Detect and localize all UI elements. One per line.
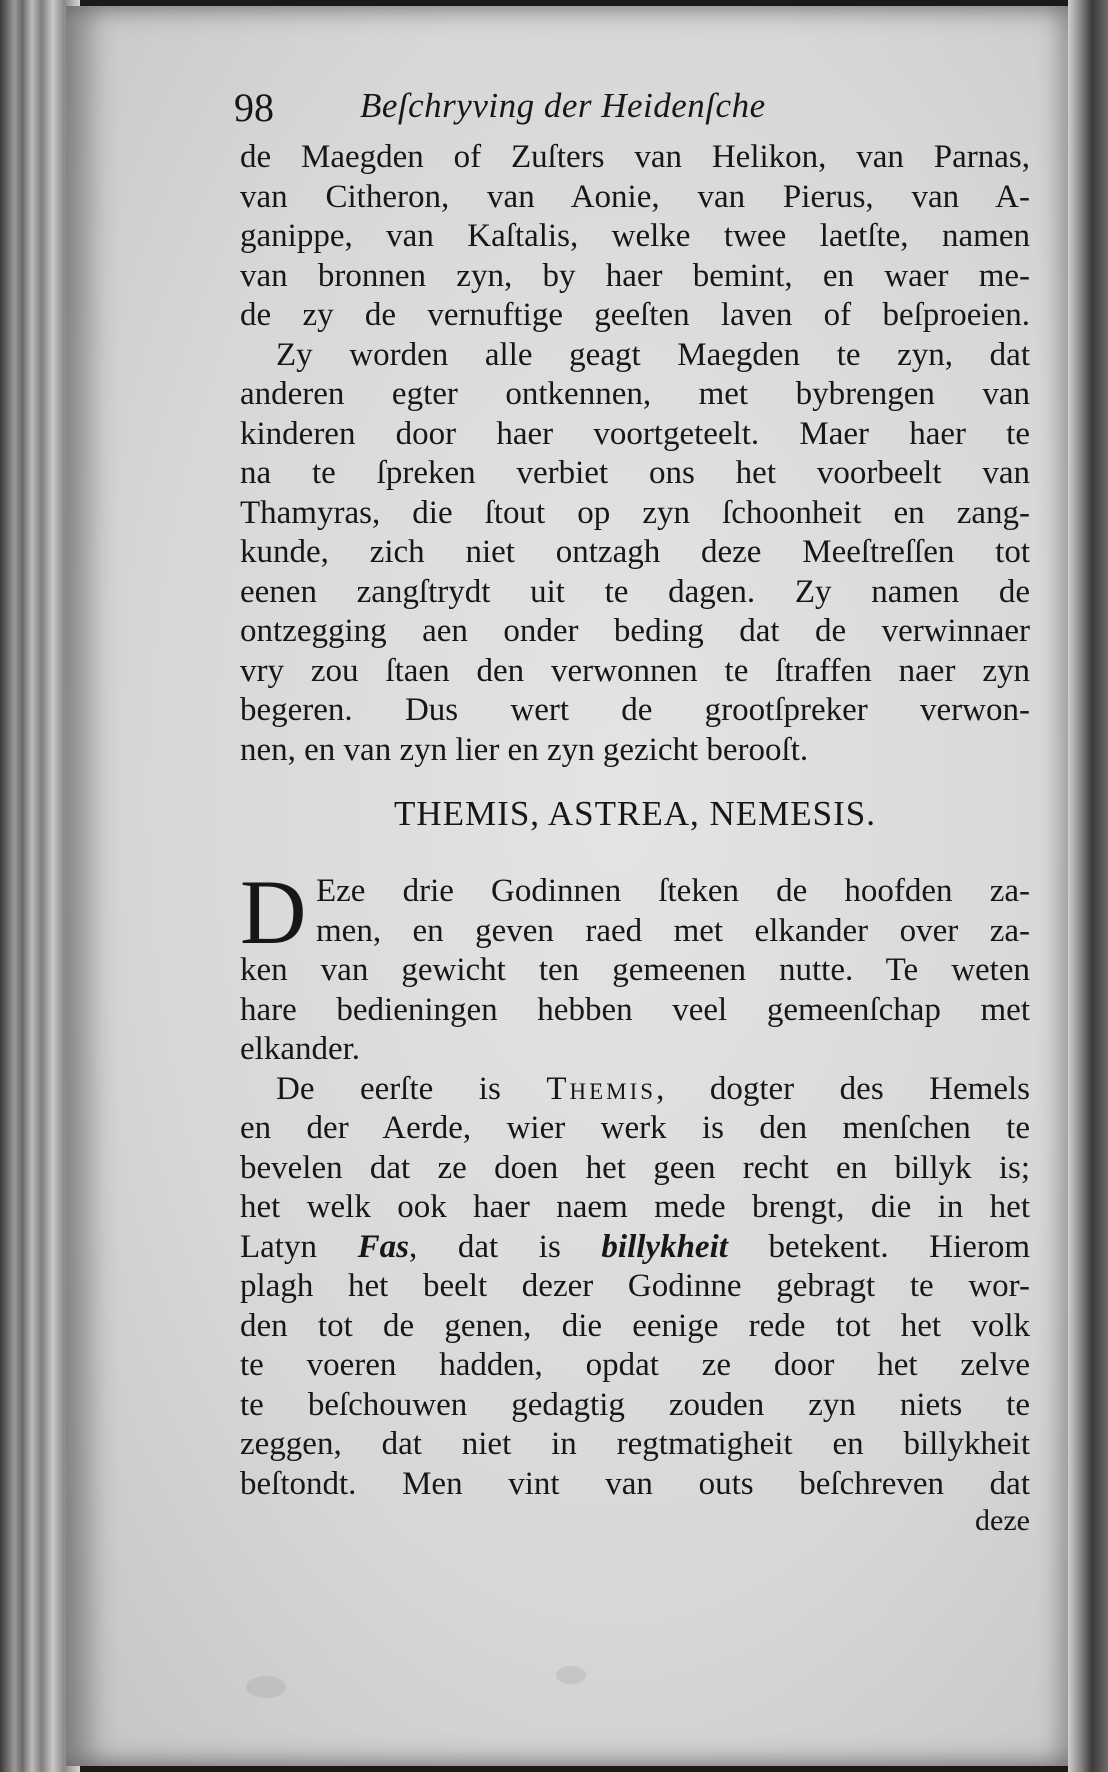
text-line: kunde, zich niet ontzagh deze Meeſtreſſen tot xyxy=(240,534,1030,570)
text-line: Thamyras, die ſtout op zyn ſchoonheit en zang- xyxy=(240,494,1030,531)
text-line: te voeren hadden, opdat ze door het zelve xyxy=(240,1347,1030,1383)
text-line xyxy=(240,1228,1030,1268)
text-line: van Citheron, van Aonie, van Pierus, van A- xyxy=(240,178,1030,215)
text-line: na te ſpreken verbiet ons het voorbeelt van xyxy=(240,455,1030,491)
text-line: nen, en van zyn lier en zyn gezicht berooſt. xyxy=(240,731,809,768)
text-line: de Maegden of Zuſters van Helikon, van Parnas, xyxy=(240,139,1030,175)
text-line: van bronnen zyn, by haer bemint, en waer me- xyxy=(240,257,1030,294)
text-span: betekent. Hierom xyxy=(768,1228,1031,1265)
text-span: De eerſte is xyxy=(276,1070,501,1107)
running-title: Beſchryving der Heidenſche xyxy=(360,86,766,125)
text-span: Latyn xyxy=(240,1228,317,1265)
text-line: het welk ook haer naem mede brengt, die in het xyxy=(240,1189,1030,1225)
text-line: de zy de vernuftige geeſten laven of beſproeien. xyxy=(240,297,1030,333)
section-title: THEMIS, ASTREA, NEMESIS. xyxy=(394,794,876,833)
paper-stain xyxy=(246,1676,286,1698)
text-line: anderen egter ontkennen, met bybrengen van xyxy=(240,376,1030,412)
text-line: Zy worden alle geagt Maegden te zyn, dat xyxy=(276,336,1030,373)
name-themis: Themis xyxy=(546,1070,657,1107)
text-span: , dogter des Hemels xyxy=(656,1070,1030,1107)
text-line: Eze drie Godinnen ſteken de hoofden za- xyxy=(316,873,1030,909)
text-line: zeggen, dat niet in regtmatigheit en billykheit xyxy=(240,1426,1030,1462)
page-text xyxy=(234,84,1031,1538)
latin-word: Fas xyxy=(357,1228,409,1265)
text-line: men, en geven raed met elkander over za- xyxy=(316,912,1030,949)
page-number: 98 xyxy=(234,85,274,130)
paper-stain xyxy=(556,1666,586,1684)
text-line: bevelen dat ze doen het geen recht en billyk is; xyxy=(240,1149,1030,1186)
text-line: hare bedieningen hebben veel gemeenſchap met xyxy=(240,991,1030,1028)
text-span: , dat is xyxy=(408,1228,561,1265)
text-line: te beſchouwen gedagtig zouden zyn niets te xyxy=(240,1386,1030,1423)
paragraph-muses xyxy=(240,138,1030,336)
text-line: en der Aerde, wier werk is den menſchen te xyxy=(240,1110,1030,1146)
drop-cap: D xyxy=(240,861,307,963)
text-line: kinderen door haer voortgeteelt. Maer haer te xyxy=(240,415,1030,452)
text-line: ontzegging aen onder beding dat de verwinnaer xyxy=(240,613,1030,649)
text-line: plagh het beelt dezer Godinne gebragt te wor- xyxy=(240,1268,1030,1304)
paragraph-themis xyxy=(240,1070,1030,1505)
paragraph-thamyras xyxy=(240,336,1030,771)
text-line: ganippe, van Kaſtalis, welke twee laetſte, namen xyxy=(240,218,1030,254)
text-line xyxy=(240,1070,1030,1110)
text-line: begeren. Dus wert de grootſpreker verwon- xyxy=(240,692,1030,728)
text-line: ken van gewicht ten gemeenen nutte. Te weten xyxy=(240,952,1030,988)
paragraph-themis-intro xyxy=(240,861,1030,1070)
facing-page-edge xyxy=(1068,0,1108,1772)
text-line: den tot de genen, die eenige rede tot het volk xyxy=(240,1307,1030,1344)
running-head xyxy=(234,84,1030,132)
italic-word: billykheit xyxy=(601,1228,728,1265)
text-line: vry zou ſtaen den verwonnen te ſtraffen naer zyn xyxy=(240,652,1030,689)
text-line: eenen zangſtrydt uit te dagen. Zy namen de xyxy=(240,573,1030,610)
catchword: deze xyxy=(975,1504,1030,1537)
text-line: elkander. xyxy=(240,1031,361,1067)
text-line: beſtondt. Men vint van outs beſchreven dat xyxy=(240,1465,1030,1502)
